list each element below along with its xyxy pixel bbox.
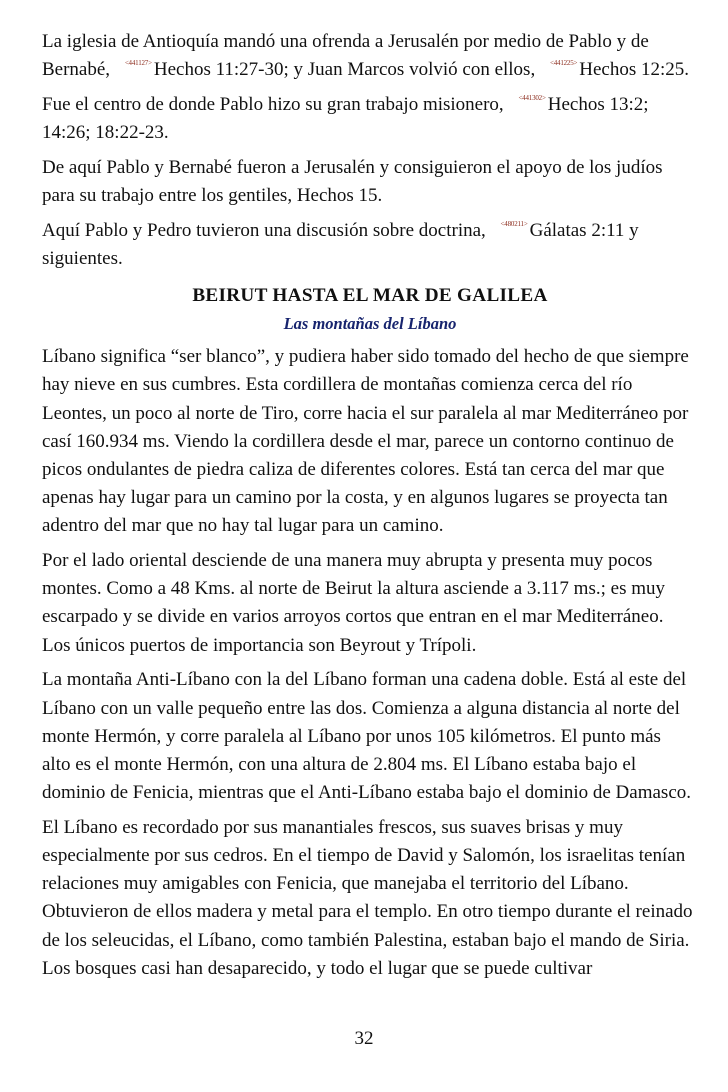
section-heading: BEIRUT HASTA EL MAR DE GALILEA <box>192 285 548 307</box>
paragraph-text: Aquí Pablo y Pedro tuvieron una discusión sobre doctrina, <box>42 219 491 241</box>
paragraph-text: Gálatas 2:11 y siguientes. <box>42 219 639 269</box>
paragraph-cedars-history: El Líbano es recordado por sus manantiales frescos, sus suaves brisas y muy especialmente por sus cedros. En el tiempo de David y Salomón, los israelitas tenían relaciones muy amigables con Fenicia, que manejaba el territorio del Líbano. Obtuvieron de ellos madera y metal para el templo. En otro tiempo durante el reinado de los seleucidas, el Líbano, como también Palestina, estaban bajo el mando de Siria. Los bosques casi han desaparecido, y todo el lugar que se puede cultivar <box>42 816 693 979</box>
paragraph-text: Hechos 11:27-30; y Juan Marcos volvió con ellos, <box>153 59 540 81</box>
paragraph-jerusalem-support <box>42 154 694 210</box>
document-page <box>42 28 694 990</box>
verse-reference-marker: <441225> <box>549 59 578 68</box>
paragraph-antioch-offering <box>42 28 694 84</box>
paragraph-text: La iglesia de Antioquía mandó una ofrenda a Jerusalén por medio de Pablo y de Bernabé, <box>42 31 649 81</box>
paragraph-text: Hechos 13:2; 14:26; 18:22-23. <box>42 93 649 144</box>
paragraph-text: De aquí Pablo y Bernabé fueron a Jerusalén y consiguieron el apoyo de los judíos para su trabajo entre los gentiles, Hechos 15. <box>42 156 663 207</box>
paragraph-text: Hechos 12:25. <box>579 59 690 81</box>
paragraph-eastern-side: Por el lado oriental desciende de una manera muy abrupta y presenta muy pocos montes. Como a 48 Kms. al norte de Beirut la altura asciende a 3.117 ms.; es muy escarpado y se divide en varios arroyos cortos que entran en el mar Mediterráneo. Los únicos puertos de importancia son Beyrout y Trípoli. <box>42 550 665 656</box>
page-number: 32 <box>354 1028 374 1049</box>
paragraph-doctrine-discussion <box>42 217 694 273</box>
paragraph-missionary-center <box>42 91 694 147</box>
verse-reference-marker: <480211> <box>500 219 528 228</box>
paragraph-lebanon-meaning: Líbano significa “ser blanco”, y pudiera haber sido tomado del hecho de que siempre hay nieve en sus cumbres. Esta cordillera de montañas comienza cerca del río Leontes, un poco al norte de Tiro, corre hacia el sur paralela al mar Mediterráneo por casí 160.934 ms. Viendo la cordillera desde el mar, parece un contorno continuo de picos ondulantes de piedra caliza de diferentes colores. Está tan cerca del mar que apenas hay lugar para un camino por la costa, y en algunos lugares se proyecta tan adentro del mar que no hay tal lugar para un camino. <box>42 346 689 537</box>
paragraph-text: Fue el centro de donde Pablo hizo su gran trabajo misionero, <box>42 93 509 115</box>
verse-reference-marker: <441127> <box>124 59 152 68</box>
subsection-heading: Las montañas del Líbano <box>283 314 457 334</box>
verse-reference-marker: <441302> <box>518 93 546 102</box>
paragraph-anti-lebanon: La montaña Anti-Líbano con la del Líbano forman una cadena doble. Está al este del Líbano con un valle pequeño entre las dos. Comienza a alguna distancia al norte del monte Hermón, y corre paralela al Líbano por unos 105 kilómetros. El punto más alto es el monte Hermón, con una altura de 2.804 ms. El Líbano estaba bajo el dominio de Fenicia, mientras que el Anti-Líbano estaba bajo el dominio de Damasco. <box>42 669 691 804</box>
